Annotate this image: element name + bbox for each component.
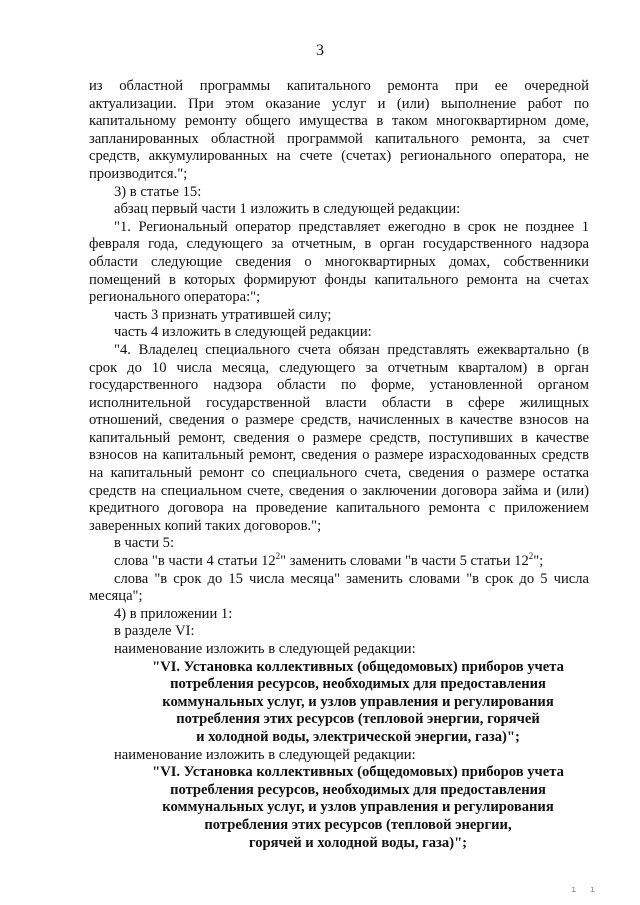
item-3: 3) в статье 15: [114, 183, 202, 200]
item-3-part-3: часть 3 признать утратившей силу; [114, 306, 332, 323]
heading-2-line: потребления ресурсов, необходимых для предоставления [170, 781, 546, 798]
item-4: 4) в приложении 1: [114, 605, 233, 622]
heading-block-1 [89, 659, 589, 747]
heading-block-2 [89, 764, 589, 852]
heading-1-line: "VI. Установка коллективных (общедомовых) приборов учета [152, 658, 564, 675]
item-3-intro: абзац первый части 1 изложить в следующей редакции: [114, 201, 461, 218]
item-4-section: в разделе VI: [114, 623, 195, 640]
heading-2-line: горячей и холодной воды, газа)"; [248, 834, 468, 851]
words-replacement-1 [89, 553, 589, 571]
item-4-name-1-intro: наименование изложить в следующей редакции: [114, 641, 416, 657]
item-4-name-2-intro: наименование изложить в следующей редакции: [114, 746, 416, 763]
superscript-1: 2 [275, 551, 281, 562]
heading-1-line: потребления этих ресурсов (тепловой энергии, горячей [176, 711, 540, 728]
item-3-part-5: в части 5: [114, 535, 175, 552]
item-3-quote-4: "4. Владелец специального счета обязан представлять ежеквартально (в срок до 10 числа месяца, следующего за отчетным кварталом) в орган государственного надзора области по форме, установленной органом исполнительной государственной власти области в сфере жилищных отношений, сведения о размере средств, начисленных в качестве взносов на капитальный ремонт, сведения о размере средств, поступивших в качестве взносов на капитальный ремонт, сведения о размере израсходованных средств на капитальный ремонт со специального счета, сведения о размере остатка средств на специальном счете, сведения о заключении договора займа и (или) кредитного договора на проведение капитального ремонта с приложением заверенных копий таких договоров."; [89, 341, 589, 534]
corner-mark: ı ı [571, 885, 600, 895]
heading-1-line: и холодной воды, электрической энергии, газа)"; [196, 728, 520, 745]
words-replacement-2: слова "в срок до 15 числа месяца" заменить словами "в срок до 5 числа месяца"; [89, 570, 589, 605]
heading-1-line: коммунальных услуг, и узлов управления и регулирования [162, 693, 554, 710]
page-number: 3 [316, 42, 324, 59]
heading-2-line: потребления этих ресурсов (тепловой энергии, [204, 816, 512, 833]
superscript-2: 2 [528, 551, 534, 562]
document-body [89, 78, 589, 852]
words-1-a: слова "в части 4 статьи 12 [114, 553, 276, 570]
item-3-quote-1: "1. Региональный оператор представляет ежегодно в срок не позднее 1 февраля года, следующего за отчетным, в орган государственного надзора области следующие сведения о многоквартирных домах, собственники помещений в которых формируют фонды капитального ремонта на счетах регионального оператора:"; [89, 218, 589, 306]
item-3-part-4: часть 4 изложить в следующей редакции: [114, 324, 372, 341]
heading-2-line: "VI. Установка коллективных (общедомовых) приборов учета [152, 764, 564, 781]
words-1-b: " заменить словами "в части 5 статьи 12 [280, 553, 529, 570]
heading-2-line: коммунальных услуг, и узлов управления и регулирования [162, 799, 554, 816]
heading-1-line: потребления ресурсов, необходимых для предоставления [170, 676, 546, 693]
paragraph-continuation: из областной программы капитального ремонта при ее очередной актуализации. При этом оказание услуг и (или) выполнение работ по капитальному ремонту общего имущества в таком многоквартирном доме, запланированных областной программой капитального ремонта, за счет средств, аккумулированных на счете (счетах) регионального оператора, не производится."; [89, 78, 589, 182]
words-1-c: "; [533, 553, 544, 570]
